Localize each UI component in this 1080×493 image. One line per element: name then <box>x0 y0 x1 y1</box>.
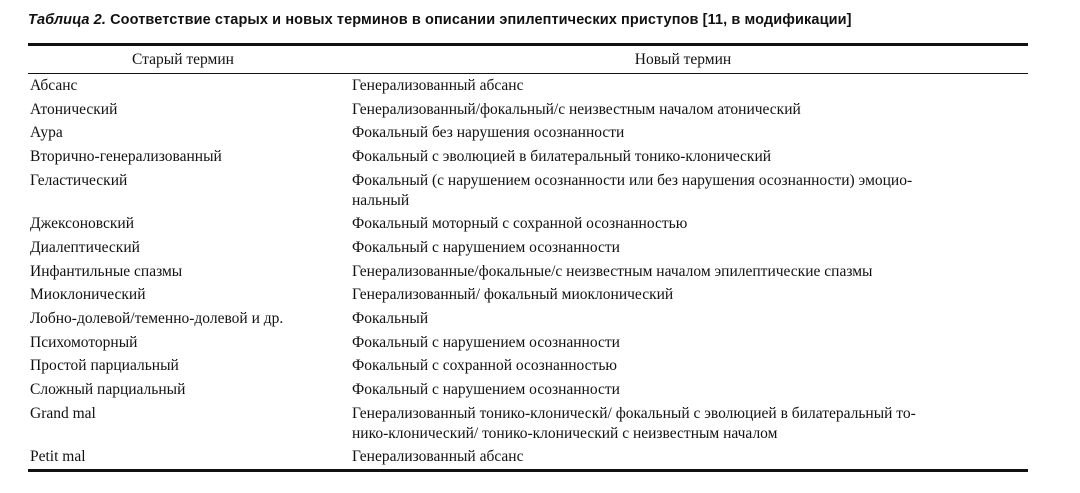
new-term-line: Фокальный с нарушением осознанности <box>352 238 620 256</box>
table-caption-text: Соответствие старых и новых терминов в описании эпилептических приступов [11, в модификации] <box>110 12 852 28</box>
table-row <box>28 171 1028 214</box>
new-term-line: Генерализованный/фокальный/с неизвестным началом атонический <box>352 100 801 118</box>
old-term-cell: Инфантильные спазмы <box>30 262 183 280</box>
new-term-line: Фокальный моторный с сохранной осознанностью <box>352 215 688 233</box>
old-term-cell: Аура <box>30 124 63 142</box>
table-header <box>28 46 1028 74</box>
table-row <box>28 123 1028 147</box>
new-term-line: Фокальный с сохранной осознанностью <box>352 357 617 375</box>
table-caption-lead: Таблица 2. <box>28 12 106 28</box>
new-term-cell <box>352 171 1022 211</box>
new-term-cell <box>352 100 1022 120</box>
new-term-cell <box>352 238 1022 258</box>
old-term-cell: Grand mal <box>30 404 96 422</box>
new-term-line: нико-клонический/ тонико-клонический с неизвестным началом <box>352 424 778 442</box>
new-term-cell <box>352 147 1022 167</box>
table-row <box>28 262 1028 286</box>
new-term-line: нальный <box>352 191 410 209</box>
table-row <box>28 147 1028 171</box>
new-term-line: Фокальный (с нарушением осознанности или без нарушения осознанности) эмоцио- <box>352 171 913 189</box>
table-row <box>28 238 1028 262</box>
old-term-cell: Лобно-долевой/теменно-долевой и др. <box>30 309 284 327</box>
new-term-cell <box>352 404 1022 444</box>
header-old-term: Старый термин <box>132 51 234 68</box>
old-term-cell: Вторично-генерализованный <box>30 148 222 166</box>
table-row <box>28 447 1028 467</box>
old-term-cell: Petit mal <box>30 448 86 466</box>
table-body <box>28 74 1028 469</box>
table-caption <box>28 12 852 28</box>
new-term-line: Генерализованные/фокальные/с неизвестным началом эпилептические спазмы <box>352 262 873 280</box>
new-term-cell <box>352 262 1022 282</box>
new-term-cell <box>352 380 1022 400</box>
terms-table <box>28 43 1028 472</box>
new-term-cell <box>352 214 1022 234</box>
new-term-line: Фокальный с эволюцией в билатеральный тонико-клонический <box>352 148 772 166</box>
new-term-line: Фокальный <box>352 309 429 327</box>
new-term-line: Фокальный без нарушения осознанности <box>352 124 625 142</box>
table-row <box>28 309 1028 333</box>
table-row <box>28 356 1028 380</box>
old-term-cell: Миоклонический <box>30 286 146 304</box>
old-term-cell: Простой парциальный <box>30 357 179 375</box>
new-term-cell <box>352 285 1022 305</box>
new-term-line: Генерализованный абсанс <box>352 77 524 94</box>
old-term-cell: Сложный парциальный <box>30 381 186 399</box>
new-term-cell <box>352 309 1022 329</box>
table-row <box>28 380 1028 404</box>
new-term-line: Фокальный с нарушением осознанности <box>352 333 620 351</box>
table-row <box>28 100 1028 124</box>
header-new-term: Новый термин <box>634 51 732 68</box>
new-term-cell <box>352 356 1022 376</box>
table-row <box>28 214 1028 238</box>
old-term-cell: Абсанс <box>30 77 78 94</box>
old-term-cell: Джексоновский <box>30 215 135 233</box>
new-term-cell <box>352 76 1022 96</box>
old-term-cell: Диалептический <box>30 238 140 256</box>
table-row <box>28 404 1028 447</box>
new-term-cell <box>352 447 1022 467</box>
new-term-line: Генерализованный тонико-клоническй/ фокальный с эволюцией в билатеральный то- <box>352 404 916 422</box>
new-term-cell <box>352 123 1022 143</box>
table-row <box>28 76 1028 100</box>
new-term-line: Фокальный с нарушением осознанности <box>352 381 620 399</box>
new-term-line: Генерализованный/ фокальный миоклонический <box>352 286 674 304</box>
old-term-cell: Психомоторный <box>30 333 138 351</box>
old-term-cell: Атонический <box>30 100 118 118</box>
table-row <box>28 285 1028 309</box>
old-term-cell: Геластический <box>30 171 128 189</box>
table-row <box>28 333 1028 357</box>
new-term-line: Генерализованный абсанс <box>352 448 524 466</box>
new-term-cell <box>352 333 1022 353</box>
